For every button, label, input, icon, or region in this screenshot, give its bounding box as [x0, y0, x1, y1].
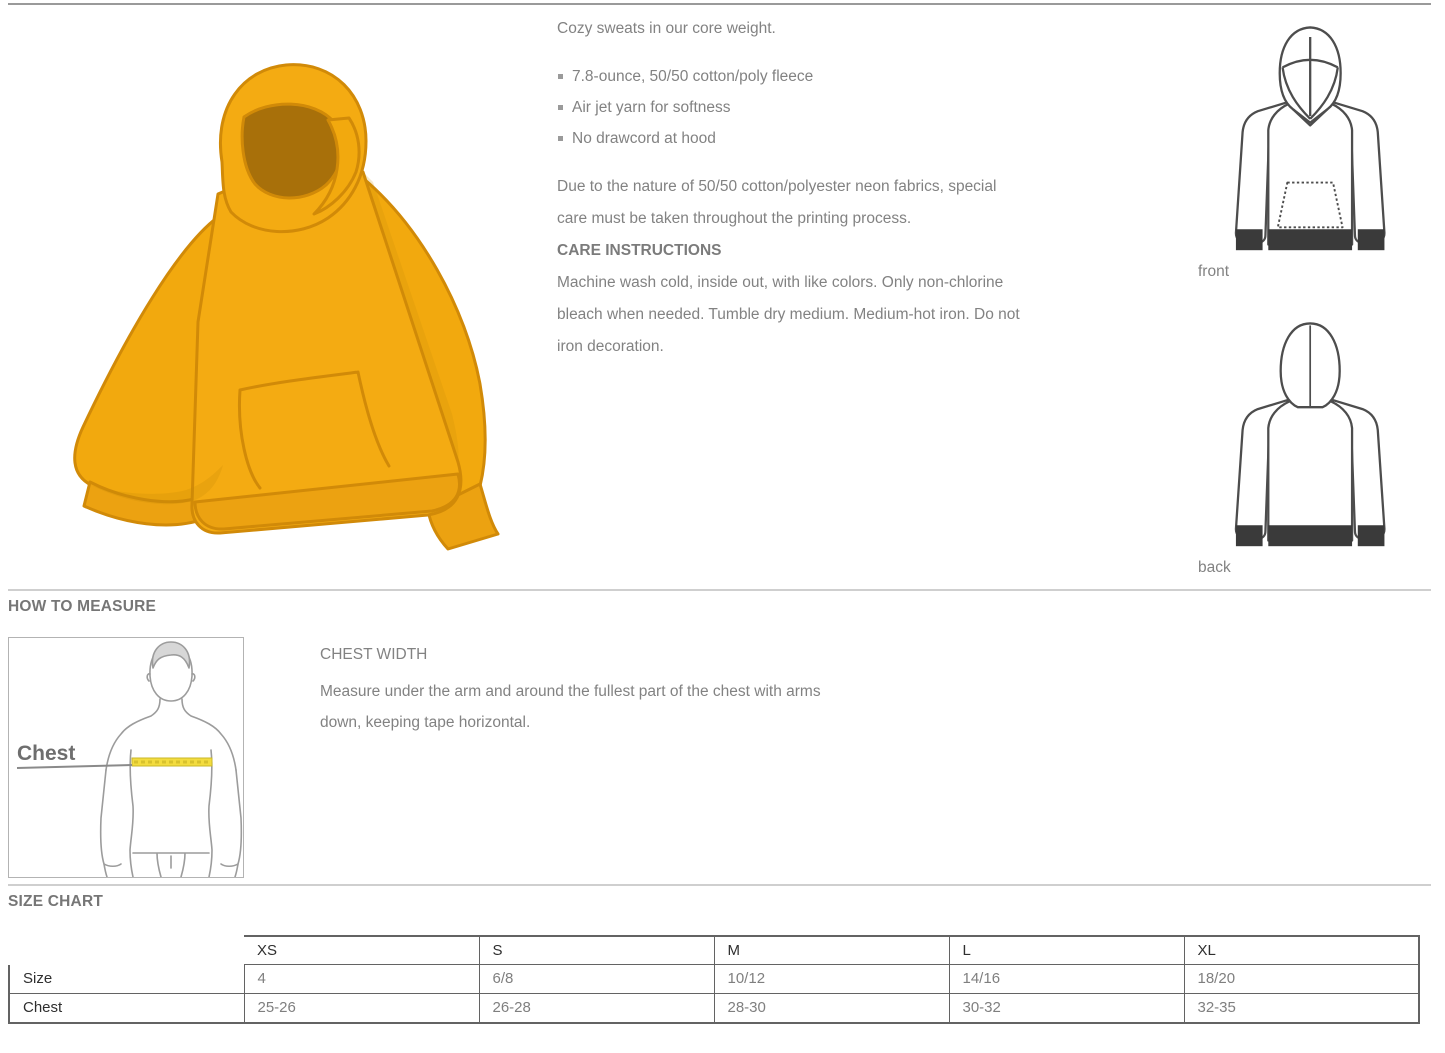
table-cell: 26-28	[479, 993, 714, 1023]
printing-note-text: Due to the nature of 50/50 cotton/polyester neon fabrics, special care must be taken throughout the printing process.	[557, 178, 997, 227]
table-cell: 28-30	[714, 993, 949, 1023]
feature-item: Air jet yarn for softness	[557, 98, 1029, 118]
measure-text: Measure under the arm and around the fullest part of the chest with arms down, keeping tape horizontal.	[320, 683, 821, 731]
gold-hoodie-image	[28, 22, 526, 560]
section-divider	[8, 589, 1431, 591]
table-row-label: Size	[9, 965, 244, 994]
table-cell: 32-35	[1184, 993, 1419, 1023]
feature-item: No drawcord at hood	[557, 129, 1029, 149]
table-cell: 25-26	[244, 993, 479, 1023]
how-to-measure-heading: HOW TO MEASURE	[8, 598, 157, 615]
table-col-header: XS	[244, 936, 479, 965]
back-view-image	[1197, 312, 1391, 550]
size-chart-heading: SIZE CHART	[8, 893, 103, 910]
size-chart-table	[8, 935, 1420, 1024]
feature-list	[557, 67, 1029, 149]
table-col-header: XL	[1184, 936, 1419, 965]
measure-info	[320, 645, 830, 738]
table-row	[9, 993, 1419, 1023]
table-col-header: L	[949, 936, 1184, 965]
measure-diagram	[8, 637, 244, 878]
front-view-image	[1197, 16, 1391, 254]
feature-item: 7.8-ounce, 50/50 cotton/poly fleece	[557, 67, 1029, 87]
table-col-header: S	[479, 936, 714, 965]
table-col-header: M	[714, 936, 949, 965]
intro-text: Cozy sweats in our core weight.	[557, 20, 776, 37]
table-row	[9, 965, 1419, 994]
chest-label: Chest	[17, 742, 76, 765]
table-cell: 14/16	[949, 965, 1184, 994]
table-cell: 4	[244, 965, 479, 994]
section-divider-2	[8, 884, 1431, 886]
back-view-label: back	[1198, 559, 1231, 576]
care-instructions-text: Machine wash cold, inside out, with like colors. Only non-chlorine bleach when needed. Tumble dry medium. Medium-hot iron. Do not iron decoration.	[557, 274, 1020, 355]
top-divider	[8, 3, 1431, 5]
table-cell: 18/20	[1184, 965, 1419, 994]
table-cell: 6/8	[479, 965, 714, 994]
table-corner-cell	[9, 936, 244, 965]
chest-measure-figure	[9, 638, 243, 877]
product-photo	[28, 22, 526, 560]
product-description	[557, 18, 1029, 363]
care-instructions-heading: CARE INSTRUCTIONS	[557, 242, 722, 259]
table-cell: 10/12	[714, 965, 949, 994]
garment-views	[1197, 16, 1391, 577]
measure-title: CHEST WIDTH	[320, 646, 428, 663]
table-row-label: Chest	[9, 993, 244, 1023]
front-view-label: front	[1198, 263, 1230, 280]
table-cell: 30-32	[949, 993, 1184, 1023]
